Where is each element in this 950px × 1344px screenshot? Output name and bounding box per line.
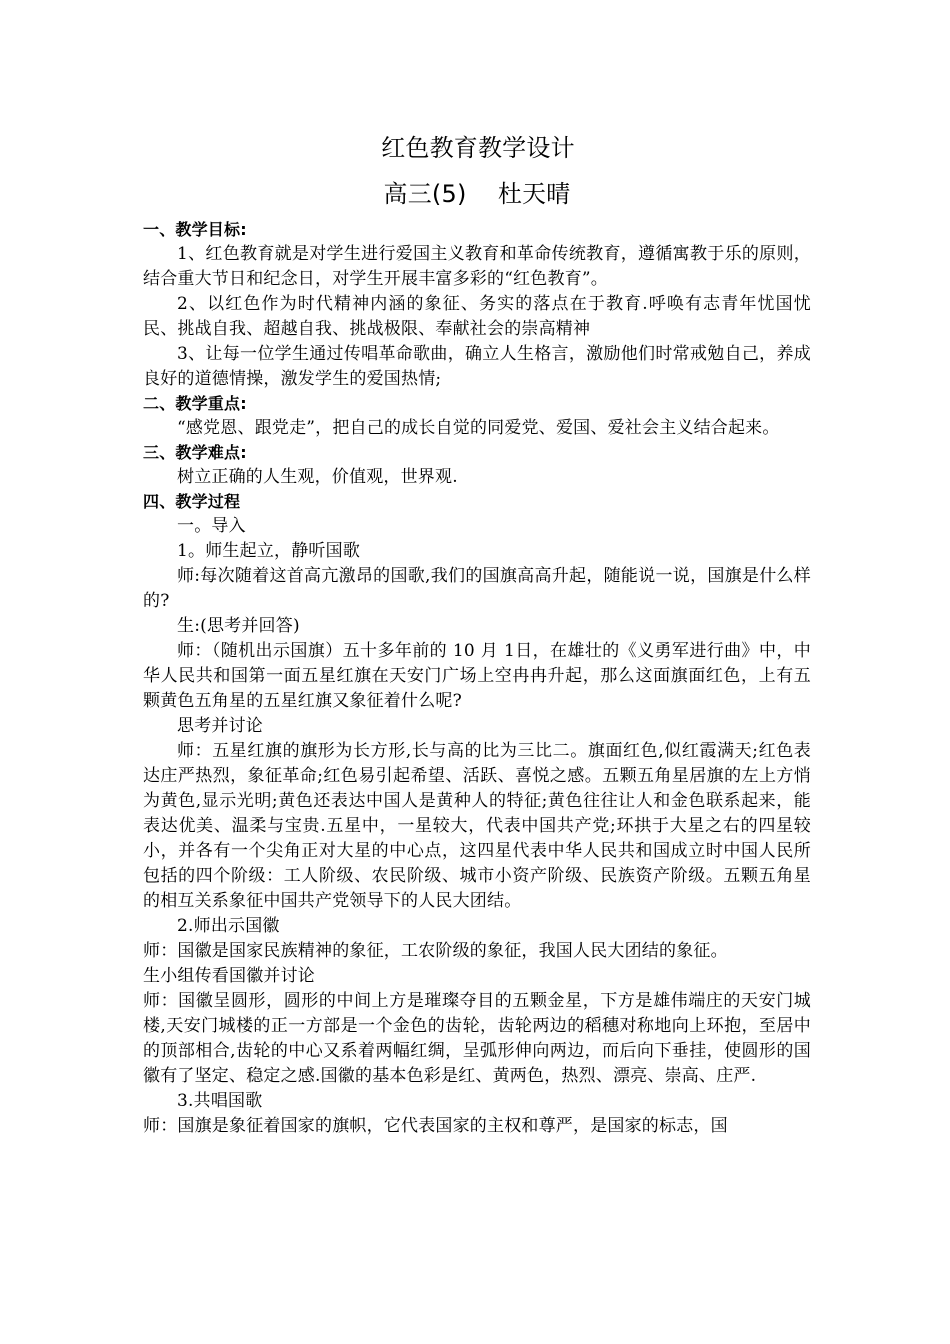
document-subtitle: 高三(5) 杜天晴 [383, 180, 571, 208]
teacher-emblem-intro: 师：国徽是国家民族精神的象征，工农阶级的象征，我国人民大团结的象征。 [143, 941, 728, 961]
process-intro: 一。导入 [177, 516, 246, 536]
process-step-3: 3.共唱国歌 [177, 1091, 263, 1111]
section-heading-difficulties: 三、教学难点: [143, 443, 247, 462]
section-heading-process: 四、教学过程 [143, 492, 241, 511]
process-step-2: 2.师出示国徽 [177, 916, 280, 936]
teacher-flag-intro: 师：（随机出示国旗）五十多年前的 10 月 1日，在雄壮的《义勇军进行曲》中，中华人民共和国第一面五星红旗在天安门广场上空冉冉升起，那么这面旗面红色，上有五颗黄色五角星的五星红旗又象征着什么呢? [143, 641, 811, 711]
difficulties-text: 树立正确的人生观，价值观，世界观. [177, 467, 458, 487]
section-heading-goals: 一、教学目标: [143, 220, 247, 239]
key-points-text: “感党恩、跟党走”，把自己的成长自觉的同爱党、爱国、爱社会主义结合起来。 [177, 418, 780, 438]
teacher-question-flag: 师:每次随着这首高亢激昂的国歌,我们的国旗高高升起，随能说一说，国旗是什么样的? [143, 566, 811, 611]
section-heading-key-points: 二、教学重点: [143, 394, 247, 413]
goal-item-1: 1、红色教育就是对学生进行爱国主义教育和革命传统教育，遵循寓教于乐的原则，结合重大节日和纪念日，对学生开展丰富多彩的“红色教育”。 [143, 244, 811, 289]
student-answer: 生:(思考并回答) [177, 616, 300, 636]
teacher-emblem-description: 师：国徽呈圆形，圆形的中间上方是璀璨夺目的五颗金星，下方是雄伟端庄的天安门城楼,天安门城楼的正一方部是一个金色的齿轮，齿轮两边的稻穗对称地向上环抱，至居中的顶部相合,齿轮的中心又系着两幅红绸，呈弧形伸向两边，而后向下垂挂，使圆形的国徽有了坚定、稳定之感.国徽的基本色彩是红、黄两色，热烈、漂亮、崇高、庄严. [143, 991, 811, 1086]
document-title: 红色教育教学设计 [381, 134, 575, 162]
teacher-anthem-text: 师：国旗是象征着国家的旗帜，它代表国家的主权和尊严，是国家的标志，国 [143, 1116, 728, 1136]
discussion-prompt: 思考并讨论 [177, 716, 263, 736]
goal-item-2: 2、以红色作为时代精神内涵的象征、务实的落点在于教育.呼唤有志青年忧国忧民、挑战自我、超越自我、挑战极限、奉献社会的崇高精神 [143, 294, 811, 339]
document-body [143, 130, 811, 1139]
teacher-flag-meaning: 师：五星红旗的旗形为长方形,长与高的比为三比二。旗面红色,似红霞满天;红色表达庄严热烈，象征革命;红色易引起希望、活跃、喜悦之感。五颗五角星居旗的左上方悄为黄色,显示光明;黄色还表达中国人是黄种人的特征;黄色往往让人和金色联系起来，能表达优美、温柔与宝贵.五星中，一星较大，代表中国共产党;环拱于大星之右的四星较小，并各有一个尖角正对大星的中心点，这四星代表中华人民共和国成立时中国人民所包括的四个阶级：工人阶级、农民阶级、城市小资产阶级、民族资产阶级。五颗五角星的相互关系象征中国共产党领导下的人民大团结。 [143, 741, 811, 911]
student-group-activity: 生小组传看国徽并讨论 [143, 966, 315, 986]
process-step-1: 1。师生起立，静听国歌 [177, 541, 361, 561]
goal-item-3: 3、让每一位学生通过传唱革命歌曲，确立人生格言，激励他们时常戒勉自己，养成良好的道德情操，激发学生的爱国热情; [143, 344, 811, 389]
